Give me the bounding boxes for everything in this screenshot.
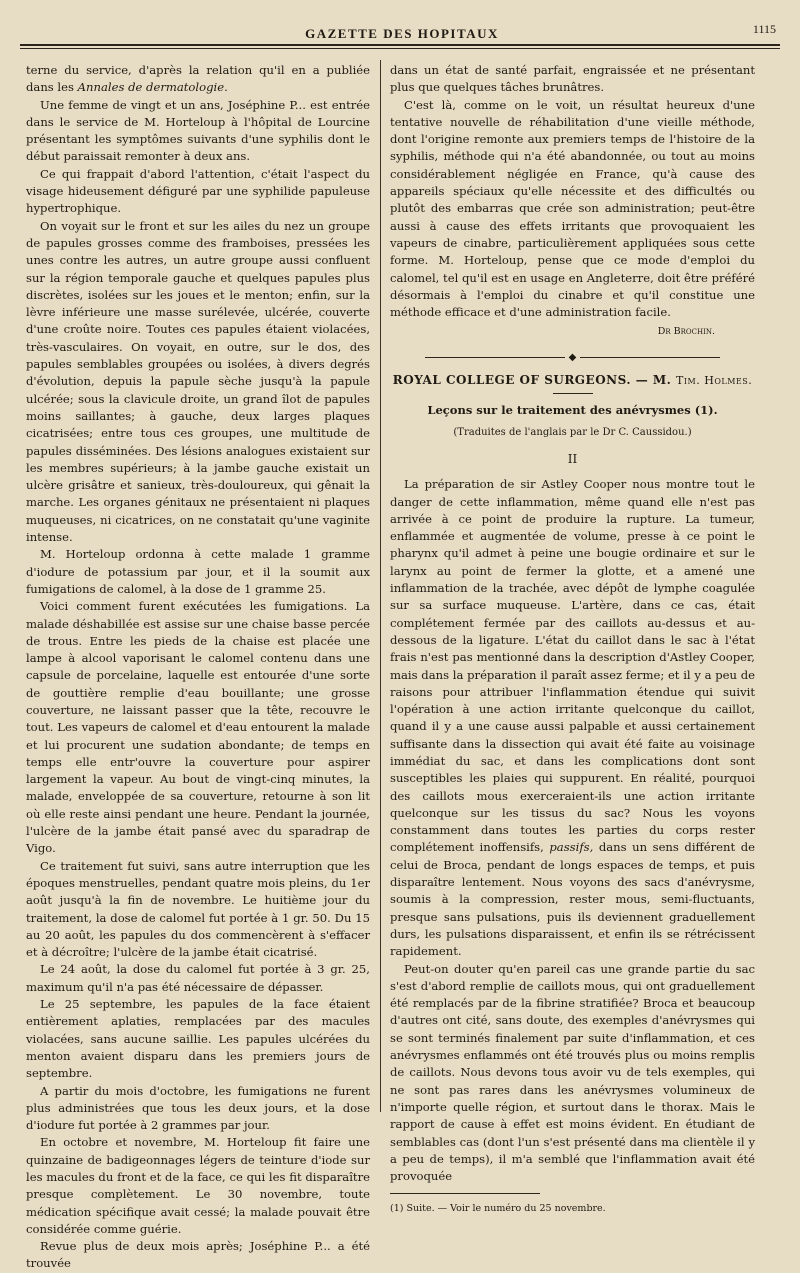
chapter-number: II [567, 451, 578, 466]
journal-title: Annales de dermatologie. [77, 80, 228, 95]
section-title-text: ROYAL COLLEGE OF SURGEONS. — M. [392, 373, 672, 388]
paragraph: Ce traitement fut suivi, sans autre interruption que les époques menstruelles, pendant quatre mois pleins, du 1er août jusqu'à la fin de novembre. Le huitième jour du traitement, la dose de calomel fut portée à 1 gr. 50. Du 15 au 20 août, les papules du dos commencèrent à s'effacer et à décroître; l'ulcère de la jambe était cicatrisé. [26, 858, 370, 960]
paragraph: Ce qui frappait d'abord l'attention, c'était l'aspect du visage hideusement défiguré par une syphilide papuleuse hypertrophique. [26, 166, 370, 216]
paragraph: Une femme de vingt et un ans, Joséphine P... est entrée dans le service de M. Horteloup à l'hôpital de Lourcine présentant les symptômes suivants d'une syphilis dont le début paraissait remonter à deux ans. [26, 97, 370, 164]
paragraph: Le 24 août, la dose du calomel fut portée à 3 gr. 25, maximum qu'il n'a pas été nécessaire de dépasser. [26, 962, 370, 994]
footnote-rule [390, 1193, 540, 1194]
paragraph-text: terne du service, d'après la relation qu'il en a publiée dans les [26, 63, 370, 95]
running-title: GAZETTE DES HOPITAUX [305, 26, 499, 41]
emphasis-text: passifs, [549, 840, 594, 855]
paragraph [26, 62, 370, 97]
paragraph: En octobre et novembre, M. Horteloup fit faire une quinzaine de badigeonnages légers de teinture d'iode sur les macules du front et de la face, ce qui les fit disparaître presque complètement. Le 30 novembre, toute médication spécifique avait cessé; la malade pouvait être considérée comme guérie. [26, 1135, 370, 1236]
paragraph: dans un état de santé parfait, engraissée et ne présentant plus que quelques tâches brunâtres. [390, 63, 755, 95]
paragraph: Voici comment furent exécutées les fumigations. La malade déshabillée est assise sur une chaise basse percée de trous. Entre les pieds de la chaise est placée une lampe à alcool vaporisant le calomel contenu dans une capsule de porcelaine, laquelle est entourée d'une sorte de gouttière remplie d'eau bouillante; une grosse couverture, ne laissant passer que la tête, recouvre le tout. Les vapeurs de calomel et d'eau entourent la malade et lui procurent une sudation abondante; de temps en temps elle entr'ouvre la couverture pour aspirer largement la vapeur. Au bout de vingt-cinq minutes, la malade, enveloppée de sa couverture, retourne à son lit où elle reste ainsi pendant une heure. Pendant la journée, l'ulcère de la jambe était pansé avec du sparadrap de Vigo. [26, 599, 370, 856]
paragraph: Peut-on douter qu'en pareil cas une grande partie du sac s'est d'abord remplie de caillots mous, qui ont graduellement été remplacés par de la fibrine stratifiée? Broca et beaucoup d'autres ont cité, sans doute, des exemples d'anévrysmes qui se sont terminés finalement par suite d'inflammation, et ces anévrysmes enflammés ont été trouvés plus ou moins remplis de caillots. Nous devons tous avoir vu de tels exemples, qui ne sont pas rares dans les anévrysmes volumineux de n'importe quelle région, et surtout dans le thorax. Mais le rapport de cause à effet est moins évident. En étudiant de semblables cas (dont l'un s'est présenté dans ma clientèle il y a peu de temps), il m'a semblé que l'inflammation avait été provoquée [390, 961, 755, 1184]
translator-credit: (Traduites de l'anglais par le Dr C. Caussidou.) [453, 426, 692, 438]
header-rule [20, 44, 780, 46]
paragraph: C'est là, comme on le voit, un résultat heureux d'une tentative nouvelle de réhabilitation d'une vieille méthode, dont l'origine remonte aux premiers temps de l'histoire de la syphilis, méthode qui n'a été abandonnée, ou tout au moins considérablement négligée en France, qu'à cause des appareils spéciaux qu'elle nécessite et des difficultés ou plutôt des embarras que crée son administration; peut-être aussi à cause des effets irritants que provoquaient les vapeurs de cinabre, particulièrement appliquées sous cette forme. M. Horteloup, pense que ce mode d'emploi du calomel, tel qu'il est en usage en Angleterre, doit être préféré désormais à l'emploi du cinabre et qu'il constitue une méthode efficace et d'une administration facile. [390, 97, 755, 320]
footnote: (1) Suite. — Voir le numéro du 25 novembre. [390, 1203, 606, 1215]
header-rule-thin [20, 48, 780, 49]
author-signature: Dr Brochin. [657, 326, 715, 338]
paragraph-text: dans un sens différent de celui de Broca, pendant de longs espaces de temps, et puis disparaître lentement. Nous voyons des sacs d'anévrysme, soumis à la compression, rester mous, semi-fluctuants, presque sans pulsations, puis ils deviennent graduellement durs, les pulsations disparaissent, et enfin ils se rétrécissent rapidement. [390, 840, 756, 959]
paragraph: M. Horteloup ordonna à cette malade 1 gramme d'iodure de potassium par jour, et il la soumit aux fumigations de calomel, à la dose de 1 gramme 25. [26, 547, 370, 596]
paragraph: Le 25 septembre, les papules de la face étaient entièrement aplaties, remplacées par des macules violacées, sans aucune saillie. Les papules ulcérées du menton avaient disparu dans les premiers jours de septembre. [26, 997, 370, 1081]
paragraph: Revue plus de deux mois après; Joséphine P... a été trouvée [26, 1239, 370, 1271]
right-column [390, 62, 755, 1218]
section-title [390, 372, 755, 389]
page-number: 1115 [752, 22, 776, 36]
column-divider [380, 60, 381, 1112]
section-separator: ◆ [390, 349, 755, 366]
paragraph: On voyait sur le front et sur les ailes du nez un groupe de papules grosses comme des framboises, pressées les unes contre les autres, un autre groupe aussi confluent sur la région temporale gauche et quelques papules plus discrètes, isolées sur les joues et le menton; enfin, sur la lèvre inférieure une masse surélevée, ulcérée, couverte d'une croûte noire. Toutes ces papules étaient violacées, très-vasculaires. On voyait, en outre, sur le dos, des papules semblables groupées ou isolées, à divers degrés d'évolution, depuis la papule sèche jusqu'à la papule ulcérée; sous la clavicule droite, un grand îlot de papules moins saillantes; à gauche, deux larges plaques cicatrisées; entre tous ces groupes, une multitude de papules disséminées. Des lésions analogues existaient sur les membres supérieurs; à la jambe gauche existait un ulcère grisâtre et sanieux, très-douloureux, qui gênait la marche. Les organes génitaux ne présentaient ni plaques muqueuses, ni cicatrices, on ne constatait qu'une vaginite intense. [26, 218, 370, 545]
left-column [26, 62, 370, 1273]
paragraph [390, 476, 755, 960]
short-rule [553, 393, 593, 394]
lecture-title: Leçons sur le traitement des anévrysmes (1). [427, 403, 718, 418]
section-author: Tim. Holmes. [676, 374, 753, 388]
paragraph-text: La préparation de sir Astley Cooper nous montre tout le danger de cette inflammation, même quand elle n'est pas arrivée à ce point de produire la rupture. La tumeur, enflammée et augmentée de volume, presse à ce point le pharynx qu'il admet à peine une bougie ordinaire et sur le larynx au point de fermer la glotte, et a amené une inflammation de la trachée, avec dépôt de lymphe coagulée sur sa surface muqueuse. L'artère, dans ce cas, était complétement fermée par des caillots au-dessus et au-dessous de la ligature. L'état du caillot dans le sac à l'état frais n'est pas mentionné dans la description d'Astley Cooper, mais dans la préparation il paraît assez ferme; et il y a peu de raisons pour attribuer l'inflammation étendue qui suivit l'opération à une action irritante quelconque du caillot, quand il y a une cause aussi palpable et aussi certainement suffisante dans la dissection qui avait été faite au voisinage immédiat du sac, et dans les complications dont sont susceptibles les plaies qui suppurent. En réalité, pourquoi des caillots mous exerceraient-ils une action irritante quelconque sur les tissus du sac? Nous les voyons constamment dans toutes les parties du corps rester complétement inoffensifs, [390, 477, 755, 855]
paragraph: A partir du mois d'octobre, les fumigations ne furent plus administrées que tous les deux jours, et la dose d'iodure fut portée à 2 grammes par jour. [26, 1083, 370, 1133]
